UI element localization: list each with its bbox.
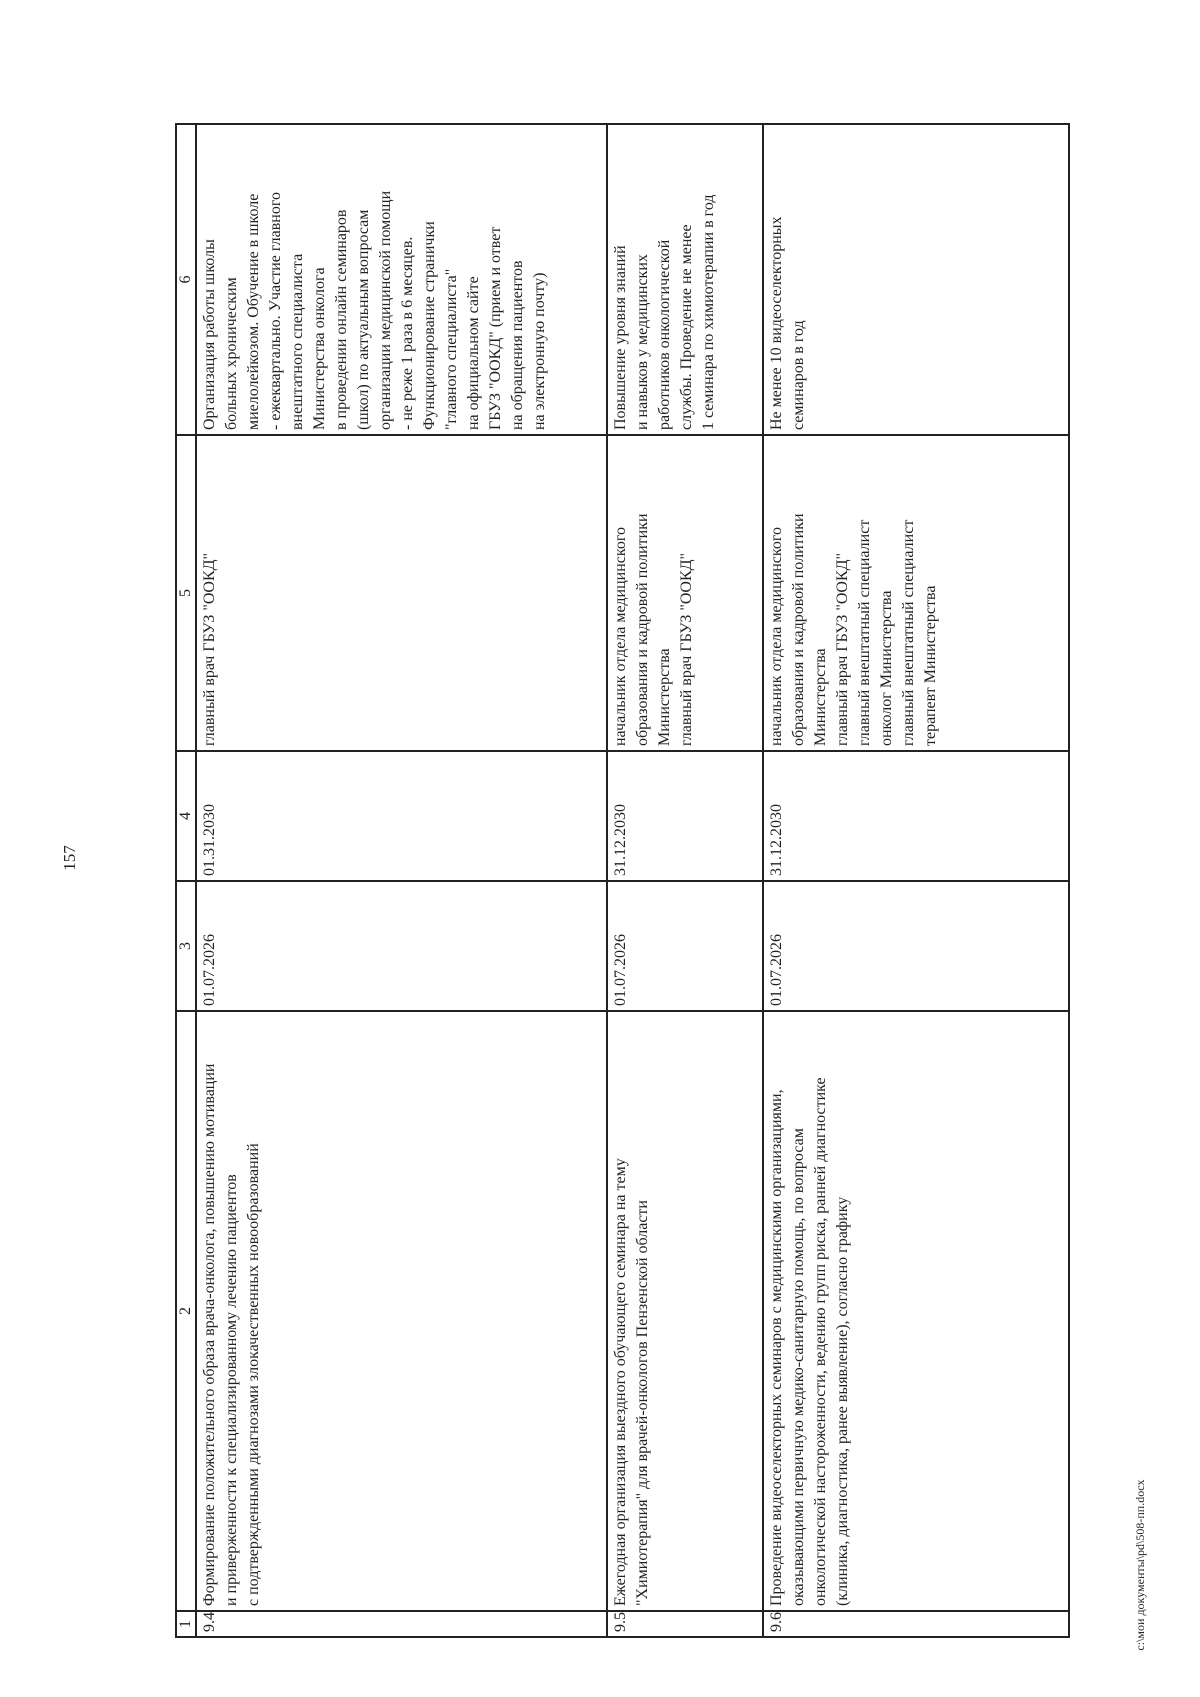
header-cell-1: 1 bbox=[176, 1611, 196, 1637]
header-cell-3: 3 bbox=[176, 881, 196, 1011]
header-cell-4: 4 bbox=[176, 751, 196, 881]
header-cell-2: 2 bbox=[176, 1011, 196, 1611]
start-date-cell: 01.07.2026 bbox=[196, 881, 607, 1011]
program-activities-table bbox=[175, 123, 1070, 1638]
result-cell: Повышение уровня знаний и навыков у медицинских работников онкологической службы. Проведение не менее 1 семинара по химиотерапии в год bbox=[607, 124, 763, 435]
footer-file-path: c:\мои документы\pd\508-пп.docx bbox=[1133, 1479, 1147, 1651]
page-number: 157 bbox=[60, 845, 79, 871]
document-table-rotated bbox=[175, 125, 1065, 1638]
activity-cell: Проведение видеоселекторных семинаров с медицинскими организациями, оказывающими первичную медико-санитарную помощь, по вопросам онкологической настороженности, ведению групп риска, ранней диагностике (клиника, диагностика, ранее выявление), согласно графику bbox=[763, 1011, 1069, 1611]
end-date-cell: 01.31.2030 bbox=[196, 751, 607, 881]
end-date-cell: 31.12.2030 bbox=[763, 751, 1069, 881]
end-date-cell: 31.12.2030 bbox=[607, 751, 763, 881]
activity-cell: Формирование положительного образа врача-онколога, повышению мотивации и приверженности к специализированному лечению пациентов с подтвержденными диагнозами злокачественных новообразований bbox=[196, 1011, 607, 1611]
table-row bbox=[763, 124, 1069, 1637]
responsible-cell: начальник отдела медицинского образования и кадровой политики Министерства главный врач ГБУЗ "ООКД" bbox=[607, 435, 763, 751]
result-cell: Не менее 10 видеоселекторных семинаров в год bbox=[763, 124, 1069, 435]
start-date-cell: 01.07.2026 bbox=[763, 881, 1069, 1011]
row-number: 9.5 bbox=[607, 1611, 763, 1637]
table-header-row bbox=[176, 124, 196, 1637]
responsible-cell: главный врач ГБУЗ "ООКД" bbox=[196, 435, 607, 751]
row-number: 9.4 bbox=[196, 1611, 607, 1637]
table-row bbox=[607, 124, 763, 1637]
responsible-cell: начальник отдела медицинского образования и кадровой политики Министерства главный врач ГБУЗ "ООКД" главный внештатный специалист онколог Министерства главный внештатный специалист терапевт Министерства bbox=[763, 435, 1069, 751]
header-cell-6: 6 bbox=[176, 124, 196, 435]
activity-cell: Ежегодная организация выездного обучающего семинара на тему "Химиотерапия" для врачей-онкологов Пензенской области bbox=[607, 1011, 763, 1611]
result-cell: Организация работы школы больных хроническим миелолейкозом. Обучение в школе - ежеквартально. Участие главного внештатного специалиста Министерства онколога в проведении онлайн семинаров (школ) по актуальным вопросам организации медицинской помощи - не реже 1 раза в 6 месяцев. Функционирование странички "главного специалиста" на официальном сайте ГБУЗ "ООКД" (прием и ответ на обращения пациентов на электронную почту) bbox=[196, 124, 607, 435]
start-date-cell: 01.07.2026 bbox=[607, 881, 763, 1011]
header-cell-5: 5 bbox=[176, 435, 196, 751]
table-row bbox=[196, 124, 607, 1637]
row-number: 9.6 bbox=[763, 1611, 1069, 1637]
